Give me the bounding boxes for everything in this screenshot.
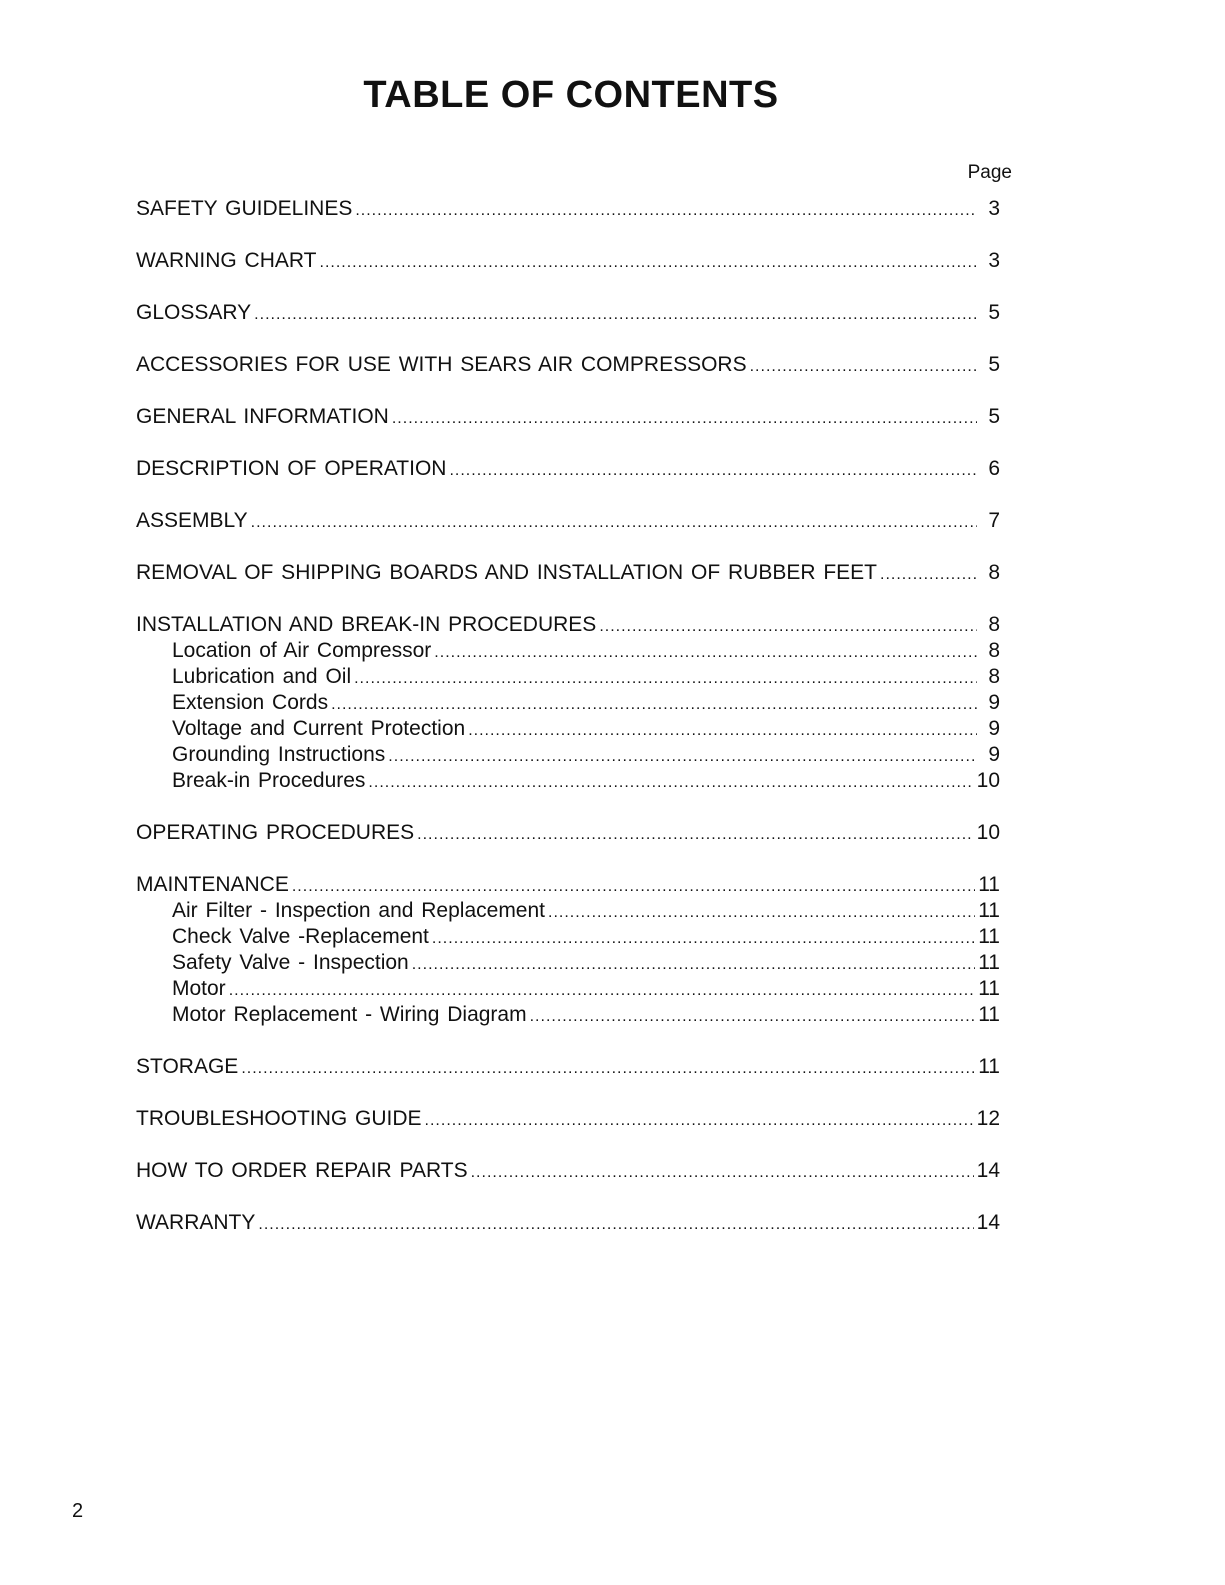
- toc-entry: [136, 612, 1000, 638]
- toc-entry: [136, 1158, 1000, 1184]
- toc-subentry: [136, 638, 1000, 664]
- toc-subentry: [136, 768, 1000, 794]
- toc-entry: [136, 508, 1000, 534]
- toc-entry: [136, 1210, 1000, 1236]
- toc-entry-page: 10: [976, 769, 1000, 792]
- toc-entry-page: 9: [988, 691, 1000, 714]
- toc-entry-label: Safety Valve - Inspection: [172, 951, 409, 974]
- toc-subentry: [136, 742, 1000, 768]
- toc-entry-label: GLOSSARY: [136, 301, 252, 324]
- toc-entry-label: STORAGE: [136, 1055, 239, 1078]
- dot-leader: [354, 666, 977, 692]
- dot-leader: [368, 770, 973, 796]
- toc-entry-page: 11: [978, 873, 1000, 896]
- toc-entry-page: 3: [988, 197, 1000, 220]
- dot-leader: [449, 458, 977, 484]
- dot-leader: [292, 874, 975, 900]
- toc-entry-page: 5: [988, 301, 1000, 324]
- dot-leader: [468, 718, 977, 744]
- dot-leader: [599, 614, 977, 640]
- toc-entry-label: Motor Replacement - Wiring Diagram: [172, 1003, 527, 1026]
- dot-leader: [425, 1108, 974, 1134]
- toc-entry-label: TROUBLESHOOTING GUIDE: [136, 1107, 422, 1130]
- table-of-contents: [136, 196, 1000, 1236]
- toc-subentry: [136, 950, 1000, 976]
- toc-subentry: [136, 976, 1000, 1002]
- toc-entry: [136, 196, 1000, 222]
- toc-entry-label: DESCRIPTION OF OPERATION: [136, 457, 447, 480]
- toc-entry-label: HOW TO ORDER REPAIR PARTS: [136, 1159, 468, 1182]
- toc-entry-label: Air Filter - Inspection and Replacement: [172, 899, 545, 922]
- toc-entry-label: Lubrication and Oil: [172, 665, 352, 688]
- page-column-header: Page: [967, 162, 1012, 183]
- dot-leader: [548, 900, 975, 926]
- toc-entry-label: Grounding Instructions: [172, 743, 386, 766]
- toc-entry-page: 5: [988, 353, 1000, 376]
- dot-leader: [412, 952, 975, 978]
- page-title: TABLE OF CONTENTS: [363, 74, 779, 116]
- toc-entry-page: 7: [988, 509, 1000, 532]
- toc-entry-page: 11: [978, 899, 1000, 922]
- toc-entry-label: WARRANTY: [136, 1211, 256, 1234]
- toc-entry-page: 8: [988, 561, 1000, 584]
- toc-entry-page: 5: [988, 405, 1000, 428]
- toc-entry-page: 11: [978, 1003, 1000, 1026]
- toc-entry-page: 8: [988, 639, 1000, 662]
- toc-entry-page: 8: [988, 665, 1000, 688]
- dot-leader: [320, 250, 978, 276]
- toc-entry-label: ASSEMBLY: [136, 509, 248, 532]
- dot-leader: [392, 406, 977, 432]
- toc-entry-label: Break-in Procedures: [172, 769, 366, 792]
- toc-entry: [136, 872, 1000, 898]
- dot-leader: [331, 692, 977, 718]
- toc-entry-label: Location of Air Compressor: [172, 639, 432, 662]
- toc-entry-page: 9: [988, 743, 1000, 766]
- toc-subentry: [136, 1002, 1000, 1028]
- toc-entry: [136, 820, 1000, 846]
- dot-leader: [251, 510, 977, 536]
- dot-leader: [750, 354, 977, 380]
- toc-entry-page: 12: [976, 1107, 1000, 1130]
- dot-leader: [530, 1004, 976, 1030]
- toc-entry: [136, 248, 1000, 274]
- toc-entry: [136, 1106, 1000, 1132]
- toc-subentry: [136, 716, 1000, 742]
- toc-entry-page: 11: [978, 951, 1000, 974]
- dot-leader: [241, 1056, 975, 1082]
- toc-entry-page: 14: [976, 1211, 1000, 1234]
- toc-entry-label: GENERAL INFORMATION: [136, 405, 389, 428]
- toc-subentry: [136, 690, 1000, 716]
- toc-entry-page: 11: [978, 925, 1000, 948]
- toc-entry-label: Voltage and Current Protection: [172, 717, 466, 740]
- dot-leader: [417, 822, 973, 848]
- dot-leader: [254, 302, 977, 328]
- toc-entry: [136, 560, 1000, 586]
- toc-entry: [136, 1054, 1000, 1080]
- toc-subentry: [136, 898, 1000, 924]
- dot-leader: [434, 640, 977, 666]
- toc-entry-page: 11: [978, 1055, 1000, 1078]
- toc-entry-label: OPERATING PROCEDURES: [136, 821, 415, 844]
- dot-leader: [432, 926, 975, 952]
- toc-entry-label: WARNING CHART: [136, 249, 317, 272]
- toc-entry: [136, 352, 1000, 378]
- footer-page-number: 2: [72, 1500, 84, 1522]
- dot-leader: [471, 1160, 974, 1186]
- dot-leader: [229, 978, 976, 1004]
- toc-entry-label: Motor: [172, 977, 226, 1000]
- toc-subentry: [136, 924, 1000, 950]
- toc-entry-page: 6: [988, 457, 1000, 480]
- toc-entry-page: 9: [988, 717, 1000, 740]
- dot-leader: [258, 1212, 973, 1238]
- toc-entry: [136, 300, 1000, 326]
- toc-entry-page: 3: [988, 249, 1000, 272]
- toc-entry-label: Extension Cords: [172, 691, 329, 714]
- toc-entry: [136, 456, 1000, 482]
- toc-subentry: [136, 664, 1000, 690]
- toc-entry-page: 14: [976, 1159, 1000, 1182]
- toc-entry-label: INSTALLATION AND BREAK-IN PROCEDURES: [136, 613, 597, 636]
- dot-leader: [355, 198, 977, 224]
- toc-entry-page: 8: [988, 613, 1000, 636]
- toc-entry-page: 11: [978, 977, 1000, 1000]
- toc-entry-page: 10: [976, 821, 1000, 844]
- toc-entry-label: MAINTENANCE: [136, 873, 289, 896]
- toc-entry-label: Check Valve -Replacement: [172, 925, 429, 948]
- toc-entry-label: REMOVAL OF SHIPPING BOARDS AND INSTALLATION OF RUBBER FEET: [136, 561, 878, 584]
- toc-entry: [136, 404, 1000, 430]
- dot-leader: [388, 744, 977, 770]
- dot-leader: [880, 562, 977, 588]
- toc-entry-label: SAFETY GUIDELINES: [136, 197, 353, 220]
- toc-entry-label: ACCESSORIES FOR USE WITH SEARS AIR COMPRESSORS: [136, 353, 747, 376]
